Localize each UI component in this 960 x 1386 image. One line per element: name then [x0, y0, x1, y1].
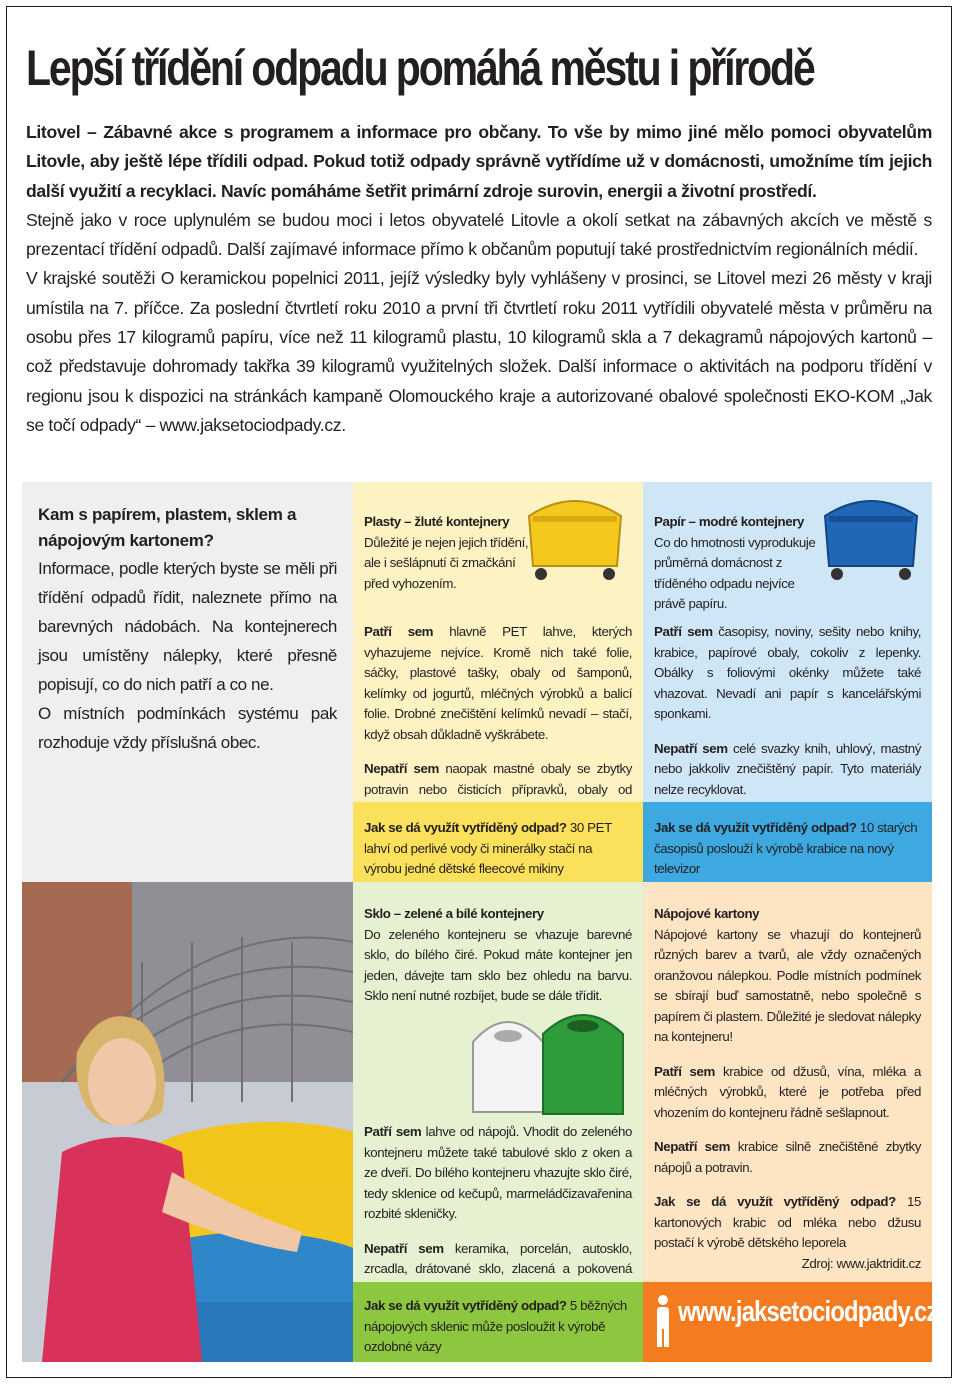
plasty-patri-text: hlavně PET lahve, kterých vyhazujeme nejvíce. Kromě nich také folie, sáčky, plastové tašky, obaly od šamponů, kelímky od jogurtů, mléčných výrobků a balicí folie. Drobné znečištění kelímků nevadí – stačí, když obsah důkladně vyškrábete.: [364, 624, 632, 742]
papir-usage-box: [643, 802, 932, 882]
plasty-nepatri-label: Nepatří sem: [364, 761, 439, 776]
blue-container-icon: [815, 486, 927, 586]
napojove-usage: [654, 1192, 921, 1254]
napojove-patri-text: krabice od džusů, vína, mléka a mléčných výrobků, které je potřeba před vhozením do kontejneru řádně sešlapnout.: [654, 1063, 921, 1120]
napojove-heading: Nápojové kartony: [654, 906, 760, 921]
napojove-patri: [654, 1062, 921, 1124]
papir-usage-label: Jak se dá využít vytříděný odpad?: [654, 820, 857, 835]
glass-containers-icon: [463, 1002, 633, 1122]
plasty-box: [353, 482, 643, 802]
plasty-patri-label: Patří sem: [364, 624, 434, 639]
napojove-nepatri: [654, 1137, 921, 1178]
gray-box-text-1: Informace, podle kterých byste se měli při třídění odpadů řídit, naleznete přímo na barevných nádobách. Na kontejnerech jsou umístěny nálepky, které přesně popisují, co do nich patří a co ne.: [38, 559, 337, 694]
papir-box: [643, 482, 932, 802]
napojove-nepatri-text: krabice silně znečištěné zbytky nápojů a potravin.: [654, 1139, 921, 1175]
sklo-usage-text: 5 běžných nápojových sklenic může posloužit k výrobě ozdobné vázy: [364, 1298, 627, 1354]
sklo-usage-box: [353, 1282, 643, 1362]
napojove-usage-text: 15 kartonových krabic od mléka nebo džusu postačí k výrobě dětského leporela: [654, 1194, 922, 1250]
papir-patri: [654, 622, 921, 725]
person-icon: [653, 1294, 673, 1348]
info-box-gray: [22, 482, 353, 882]
plasty-patri: [364, 622, 632, 745]
article-intro: [26, 118, 932, 440]
plasty-nepatri-text: naopak mastné obaly se zbytky potravin nebo čisticích přípravků, obaly od: [364, 761, 633, 797]
papir-nepatri-label: Nepatří sem: [654, 740, 728, 756]
sklo-intro: Do zeleného kontejneru se vhazuje barevné sklo, do bílého čiré. Pokud máte kontejner jen jeden, dávejte tam sklo bez ohledu na barvu. Sklo není nutné rozbíjet, bude se dále třídit.: [364, 926, 632, 1003]
sklo-box: [353, 882, 643, 1282]
intro-paragraph-2: Stejně jako v roce uplynulém se budou moci i letos obyvatelé Litovle a okolí setkat na zábavných akcích ve městě s prezentací třídění odpadů. Další zajímavé informace přímo k občanům poputují také prostřednictvím regionálních médií.: [26, 209, 932, 260]
papir-usage-text: 10 starých časopisů poslouží k výrobě krabice na nový televizor: [654, 820, 918, 876]
gray-box-text-2: O místních podmínkách systému pak rozhoduje vždy příslušná obec.: [38, 704, 337, 752]
plasty-heading: Plasty – žluté kontejnery: [364, 514, 510, 529]
sklo-nepatri-label: Nepatří sem: [364, 1240, 444, 1256]
intro-lead-bold: Litovel – Zábavné akce s programem a informace pro občany. To vše by mimo jiné mělo pomoci obyvatelům Litovle, aby ještě lépe třídili odpad. Pokud totiž odpady správně vytřídíme už v domácnosti, umožníme tím jejich další využití a recyklaci. Navíc pomáháme šetřit primární zdroje surovin, energii a životní prostředí.: [26, 122, 932, 201]
papir-patri-label: Patří sem: [654, 624, 713, 639]
intro-paragraph-lead: [26, 118, 932, 206]
gray-box-question: Kam s papírem, plastem, sklem a nápojovým kartonem?: [38, 505, 297, 550]
intro-paragraph-3: V krajské soutěži O keramickou popelnici 2011, jejíž výsledky byly vyhlášeny v prosinci, se Litovel mezi 26 městy v kraji umístila na 7. příčce. Za poslední čtvrtletí roku 2010 a první tři čtvrtletí roku 2011 vytřídili obyvatelé města v průměru na osobu přes 17 kilogramů papíru, více než 11 kilogramů plastu, 10 kilogramů skla a 7 dekagramů nápojových kartonů – což představuje dohromady takřka 39 kilogramů využitelných složek. Další informace o aktivitách na podporu třídění v regionu jsou k dispozici na stránkách kampaně Olomouckého kraje a autorizované obalové společnosti EKO-KOM „Jak se točí odpady“ – www.jaksetociodpady.cz.: [26, 268, 932, 435]
sklo-nepatri-text: keramika, porcelán, autosklo, zrcadla, drátované sklo, zlacená a pokovená: [364, 1240, 632, 1276]
photo-illustration: [22, 882, 353, 1362]
sklo-usage: [364, 1296, 632, 1358]
sklo-usage-label: Jak se dá využít vytříděný odpad?: [364, 1298, 567, 1313]
plasty-usage-text: 30 PET lahví od perlivé vody či minerálky stačí na výrobu jedné dětské fleecové mikiny: [364, 820, 612, 876]
papir-heading: Papír – modré kontejnery: [654, 514, 805, 529]
sklo-patri-text: lahve od nápojů. Vhodit do zeleného kontejneru můžete také tabulové sklo z oken a ze dveří. Do bílého kontejneru vhazujte sklo čiré, tedy sklenice od kečupů, marmeládčizavařenina rozbité skleničky.: [364, 1124, 632, 1221]
sklo-heading: Sklo – zelené a bílé kontejnery: [364, 906, 544, 921]
page-title: Lepší třídění odpadu pomáhá městu i přírodě: [26, 40, 814, 96]
sklo-patri-label: Patří sem: [364, 1124, 422, 1139]
papir-nepatri-text: celé svazky knih, uhlový, mastný nebo jakkoliv znečištěný papír. Tyto materiály nelze recyklovat.: [654, 740, 921, 797]
plasty-intro: Důležité je nejen jejich třídění, ale i sešlápnutí či zmačkání před vyhozením.: [364, 534, 529, 591]
source-credit: Zdroj: www.jaktridit.cz: [801, 1255, 921, 1271]
papir-intro: Co do hmotnosti vyprodukuje průměrná domácnost z tříděného odpadu nejvíce právě papíru.: [654, 534, 816, 611]
campaign-url[interactable]: www.jaksetociodpady.cz: [678, 1296, 938, 1328]
plasty-usage: [364, 818, 632, 880]
plasty-usage-box: [353, 802, 643, 882]
napojove-patri-label: Patří sem: [654, 1063, 715, 1079]
papir-nepatri: [654, 739, 921, 801]
napojove-intro: Nápojové kartony se vhazují do kontejnerů různých barev a tvarů, ale vždy označených oranžovou nálepkou. Podle místních podmínek se sbírají buď samostatně, nebo společně s papírem či plastem. Důležité je sledovat nálepky na kontejneru!: [654, 926, 921, 1044]
napojove-box: [643, 882, 932, 1282]
woman-recycling-photo: [22, 882, 353, 1362]
napojove-nepatri-label: Nepatří sem: [654, 1139, 731, 1154]
sklo-patri: [364, 1122, 632, 1225]
plasty-usage-label: Jak se dá využít vytříděný odpad?: [364, 820, 567, 835]
papir-usage: [654, 818, 921, 880]
papir-patri-text: časopisy, noviny, sešity nebo knihy, krabice, papírové obaly, cokoliv z lepenky. Obálky s foliovými okénky můžete také vhazovat. Nevadí ani papír s kancelářskými sponkami.: [654, 624, 922, 721]
napojove-usage-label: Jak se dá využít vytříděný odpad?: [654, 1194, 896, 1209]
